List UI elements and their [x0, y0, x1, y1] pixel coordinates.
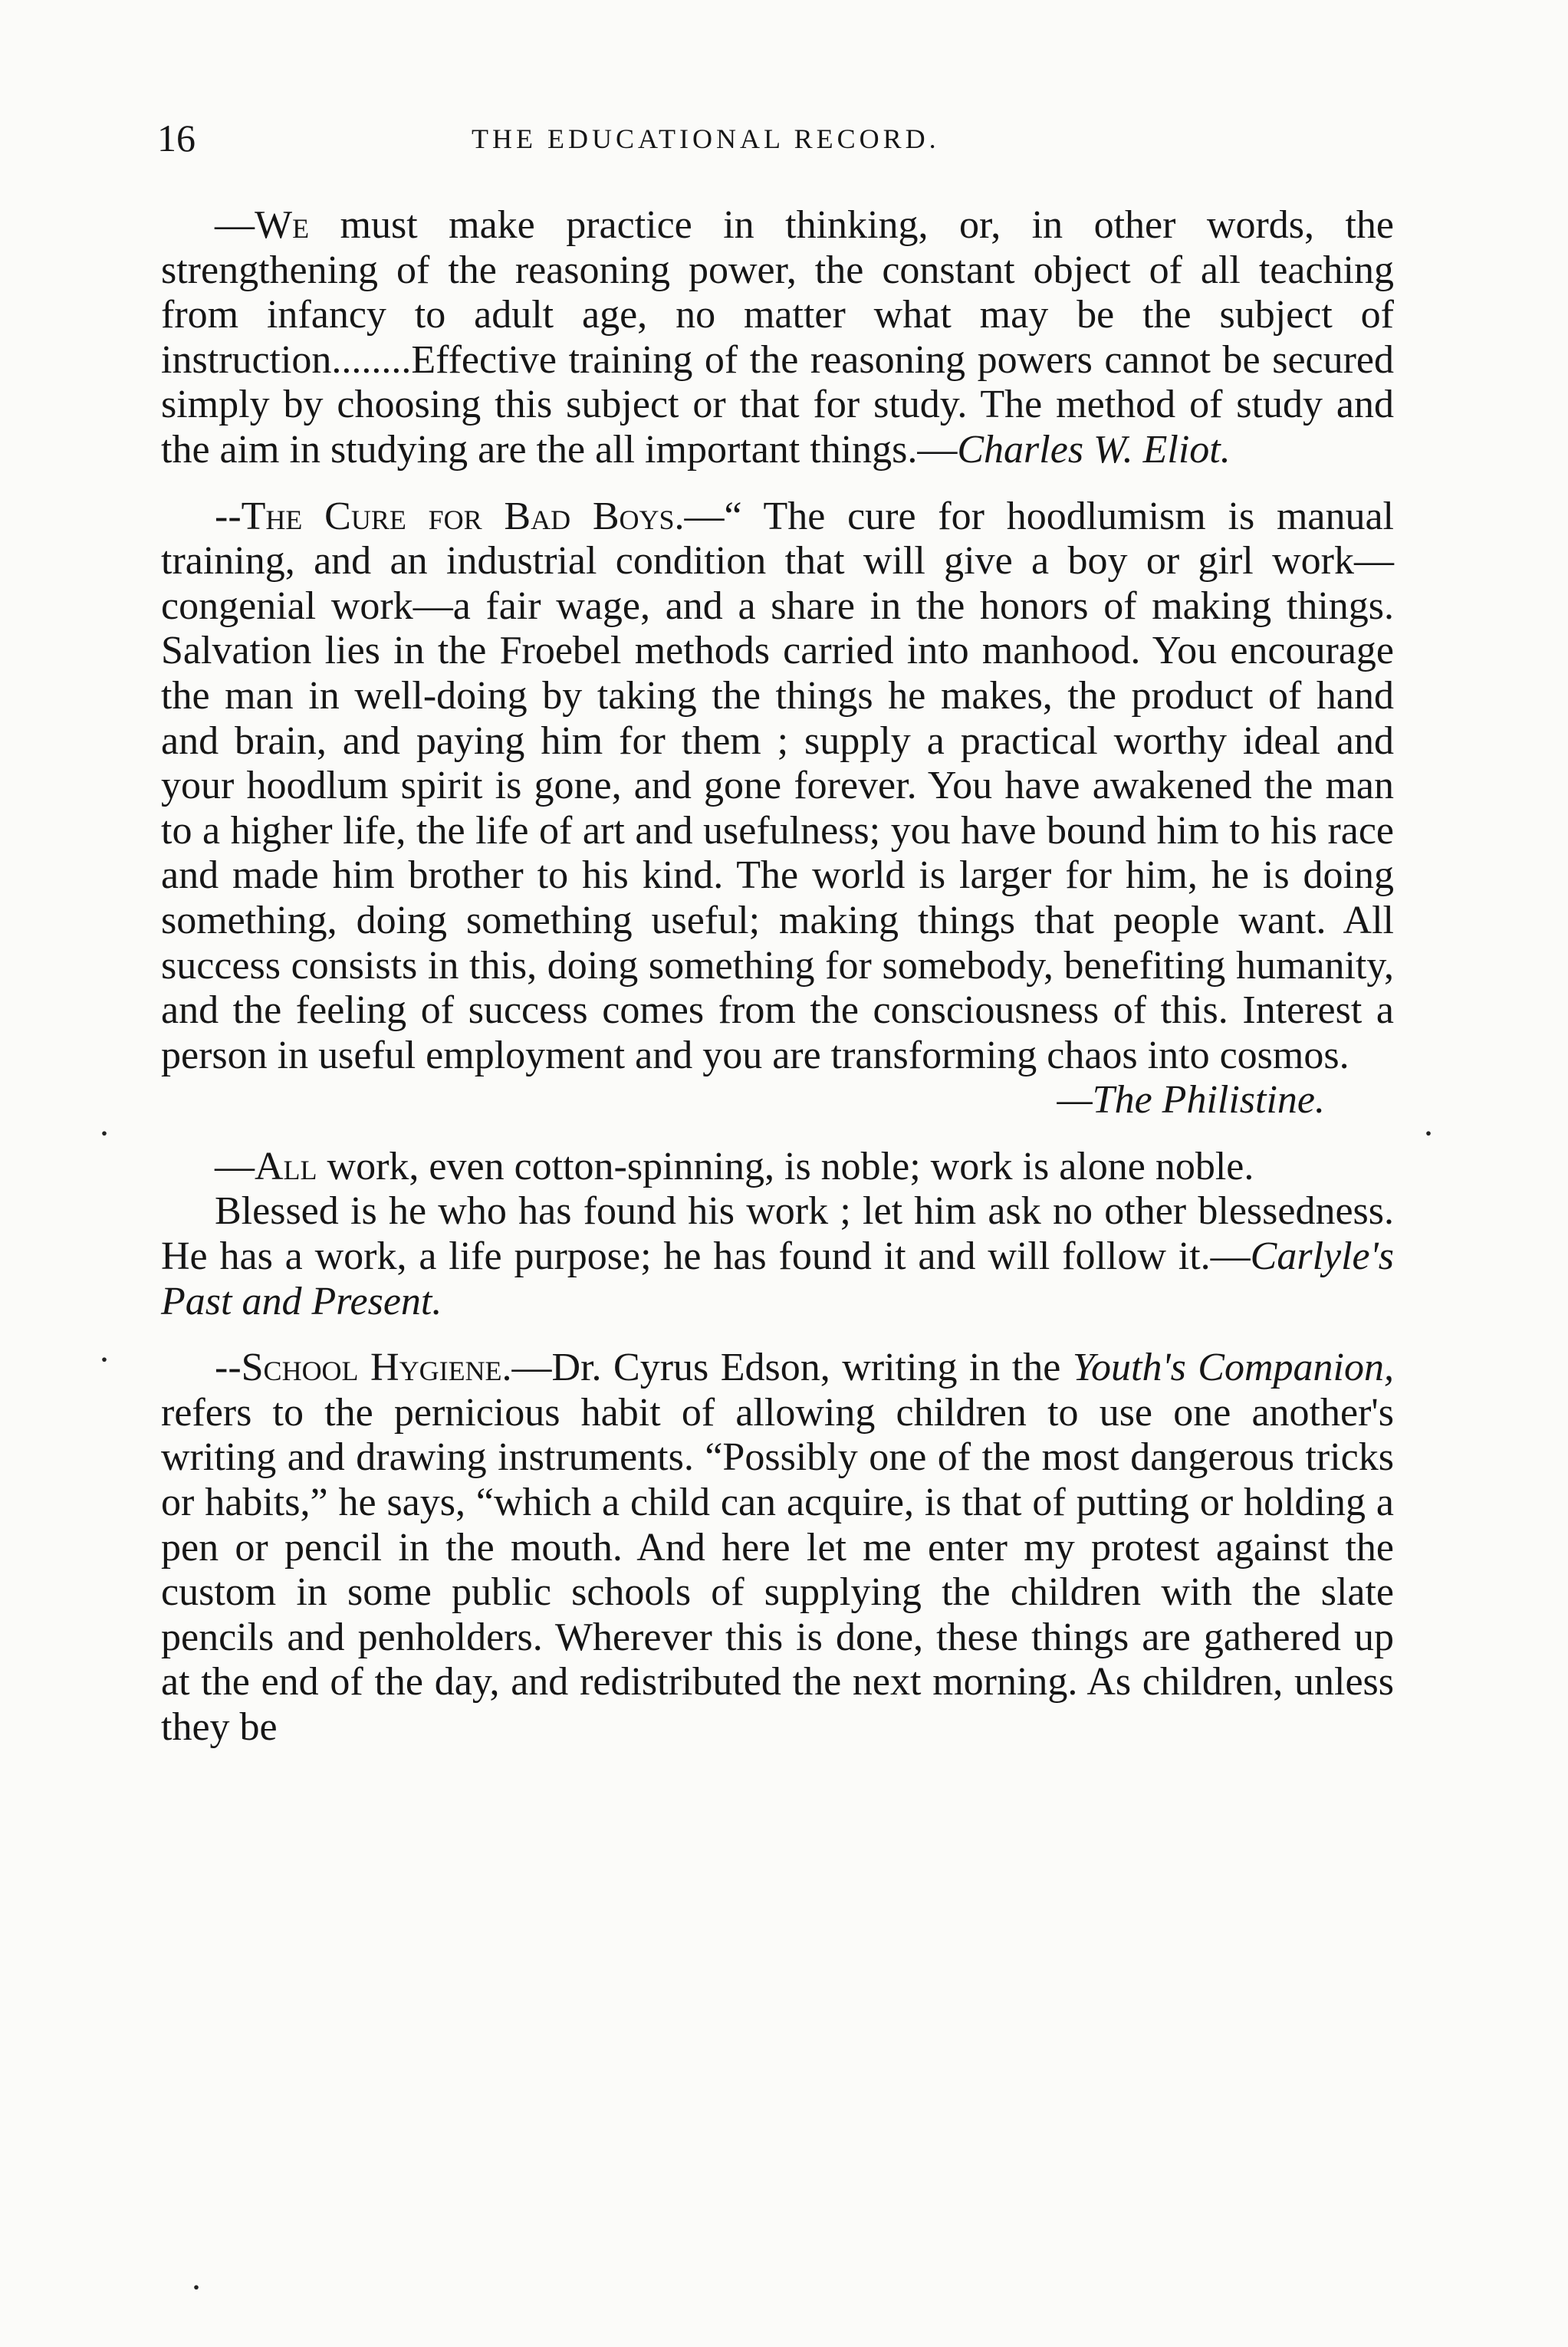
attribution: Carlyle's Past and Present.: [161, 1234, 1394, 1323]
paragraph-text: must make practice in thinking, or, in other words, the strengthening of the reasoning power, the constant object of all teaching from infancy to adult age, no matter what may be the subject of instruction........Effective training of the reasoning powers cannot be secured simply by choosing this subject or that for study. The method of study and the aim in studying are the all important things.—: [161, 203, 1394, 472]
paragraph-text: work, even cotton-spinning, is noble; work is alone noble.: [317, 1144, 1254, 1188]
lead-in: —All: [215, 1144, 317, 1188]
attribution: —The Philistine.: [1057, 1078, 1325, 1123]
body-text: [161, 203, 1394, 1750]
lead-in: —We: [215, 203, 310, 247]
running-head: THE EDUCATIONAL RECORD.: [472, 123, 940, 154]
margin-dot: ·: [1422, 1113, 1435, 1154]
page-header: [157, 115, 1384, 161]
paragraph-carlyle-1: [161, 1145, 1394, 1190]
margin-dot: ·: [190, 2267, 202, 2308]
paragraph-text: Blessed is he who has found his work ; let him ask no other blessedness. He has a work, a life purpose; he has found it and will follow it.—: [161, 1189, 1394, 1279]
margin-dot: ·: [98, 1339, 110, 1380]
section-title: --School Hygiene.: [215, 1346, 512, 1390]
paragraph-text: —“ The cure for hoodlumism is manual training, and an industrial condition that will give a boy or girl work—congenial work—a fair wage, and a share in the honors of making things. Salvation lies in the Froebel methods carried into manhood. You encourage the man in well-doing by taking the things he makes, the product of hand and brain, and paying him for them ; supply a practical worthy ideal and your hoodlum spirit is gone, and gone forever. You have awakened the man to a higher life, the life of art and usefulness; you have bound him to his race and made him brother to his kind. The world is larger for him, he is doing something, doing something useful; making things that people want. All success consists in this, doing something for somebody, benefiting humanity, and the feeling of success comes from the consciousness of this. Interest a person in useful employment and you are transforming chaos into cosmos.: [161, 494, 1394, 1077]
attribution: Charles W. Eliot.: [957, 427, 1231, 472]
publication-title: Youth's Companion,: [1072, 1346, 1394, 1390]
margin-dot: ·: [98, 1113, 110, 1154]
section-title: --The Cure for Bad Boys.: [215, 494, 685, 538]
page-number: 16: [157, 117, 196, 159]
paragraph-eliot: [161, 203, 1394, 473]
paragraph-carlyle-2: [161, 1189, 1394, 1324]
paragraph-school-hygiene: [161, 1346, 1394, 1750]
paragraph-bad-boys: [161, 495, 1394, 1079]
paragraph-text: refers to the pernicious habit of allowing children to use one another's writing and drawing instruments. “Possibly one of the most dangerous tricks or habits,” he says, “which a child can acquire, is that of putting or holding a pen or pencil in the mouth. And here let me enter my protest against the custom in some public schools of supplying the children with the slate pencils and penholders. Wherever this is done, these things are gathered up at the end of the day, and redistributed the next morning. As children, unless they be: [161, 1390, 1394, 1749]
paragraph-text: —Dr. Cyrus Edson, writing in the: [511, 1346, 1073, 1390]
